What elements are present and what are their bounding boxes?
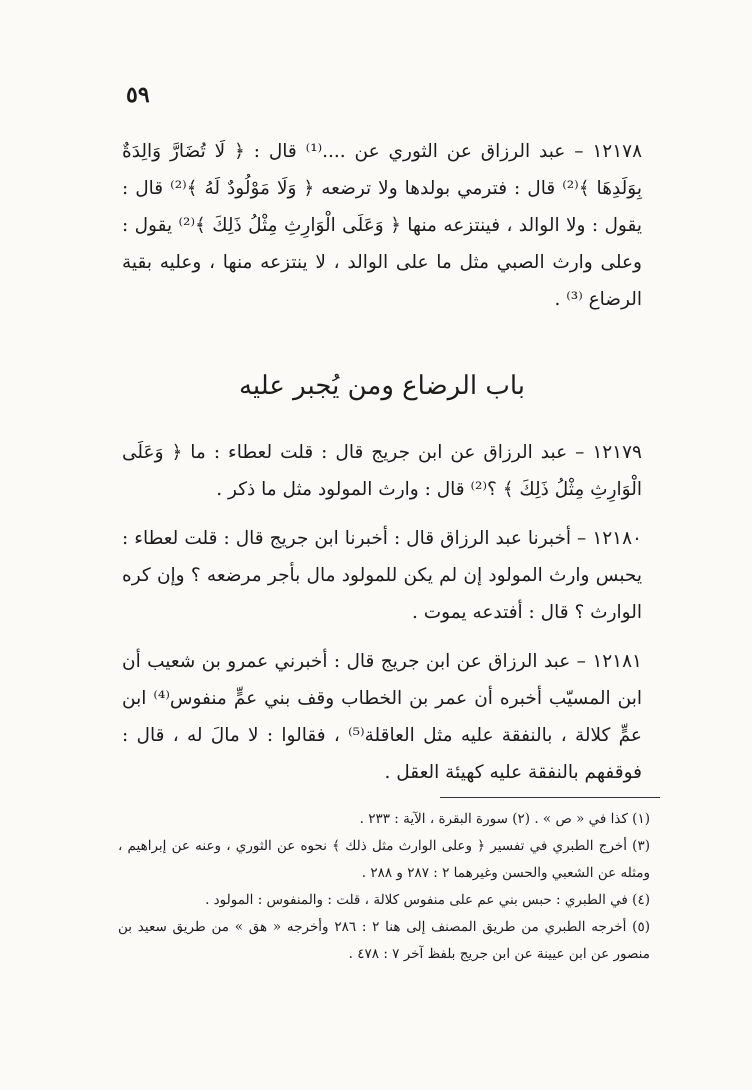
hadith-text: ١٢١٨٠ – أخبرنا عبد الرزاق قال : أخبرنا ابن جريج قال : قلت لعطاء : يحبس وارث المولود إن لم يكن للمولود مال بأجر مرضعه ؟ وإن كره الوارث ؟ قال : أفتدعه يموت . xyxy=(122,528,642,623)
hadith-text: ١٢١٧٨ – عبد الرزاق عن الثوري عن ....⁽¹⁾ قال : ﴿ لَا تُضَارَّ وَالِدَةٌ بِوَلَدِهَا ﴾⁽²⁾ قال : فترمي بولدها ولا ترضعه ﴿ وَلَا مَوْلُودٌ لَهُ ﴾⁽²⁾ قال : يقول : ولا الوالد ، فينتزعه منها ﴿ وَعَلَى الْوَارِثِ مِثْلُ ذَلِكَ ﴾⁽²⁾ يقول : وعلى وارث الصبي مثل ما على الوالد ، لا ينتزعه منها ، وعليه بقية الرضاع ⁽³⁾ . xyxy=(122,141,643,310)
footnote: (٣) أخرج الطبري في تفسير ﴿ وعلى الوارث مثل ذلك ﴾ نحوه عن الثوري ، وعنه عن إبراهيم ، ومثله عن الشعبي والحسن وغيرهما ٢ : ٢٨٧ و ٢٨٨ . xyxy=(118,838,650,881)
footnote: (٤) في الطبري : حبس بني عم على منفوس كلالة ، قلت : والمنفوس : المولود . xyxy=(205,892,650,908)
footnote: (١) كذا في « ص » . (٢) سورة البقرة ، الآية : ٢٣٣ . xyxy=(359,811,650,827)
hadith-12179 xyxy=(122,434,642,508)
hadith-text: ١٢١٨١ – عبد الرزاق عن ابن جريج قال : أخبرني عمرو بن شعيب أن ابن المسيّب أخبره أن عمر بن الخطاب وقف بني عمٍّ منفوس⁽⁴⁾ ابن عمٍّ كلالة ، بالنفقة عليه مثل العاقلة⁽⁵⁾ ، فقالوا : لا مالَ له ، قال : فوقفهم بالنفقة عليه كهيئة العقل . xyxy=(122,651,642,783)
hadith-12178 xyxy=(122,133,642,318)
chapter-title: باب الرضاع ومن يُجبر عليه xyxy=(238,371,526,401)
footnote: (٥) أخرجه الطبري من طريق المصنف إلى هنا ٢ : ٢٨٦ وأخرجه « هق » من طريق سعيد بن منصور عن ابن عيينة عن ابن جريج بلفظ آخر ٧ : ٤٧٨ . xyxy=(118,919,650,962)
footnote-divider xyxy=(440,797,660,798)
page-number: ٥٩ xyxy=(126,82,150,108)
hadith-12180 xyxy=(122,520,642,631)
hadith-12181 xyxy=(122,643,642,791)
footnotes xyxy=(118,806,650,968)
hadith-text: ١٢١٧٩ – عبد الرزاق عن ابن جريج قال : قلت لعطاء : ما ﴿ وَعَلَى الْوَارِثِ مِثْلُ ذَلِكَ ﴾ ؟⁽²⁾ قال : وارث المولود مثل ما ذكر . xyxy=(122,442,642,500)
